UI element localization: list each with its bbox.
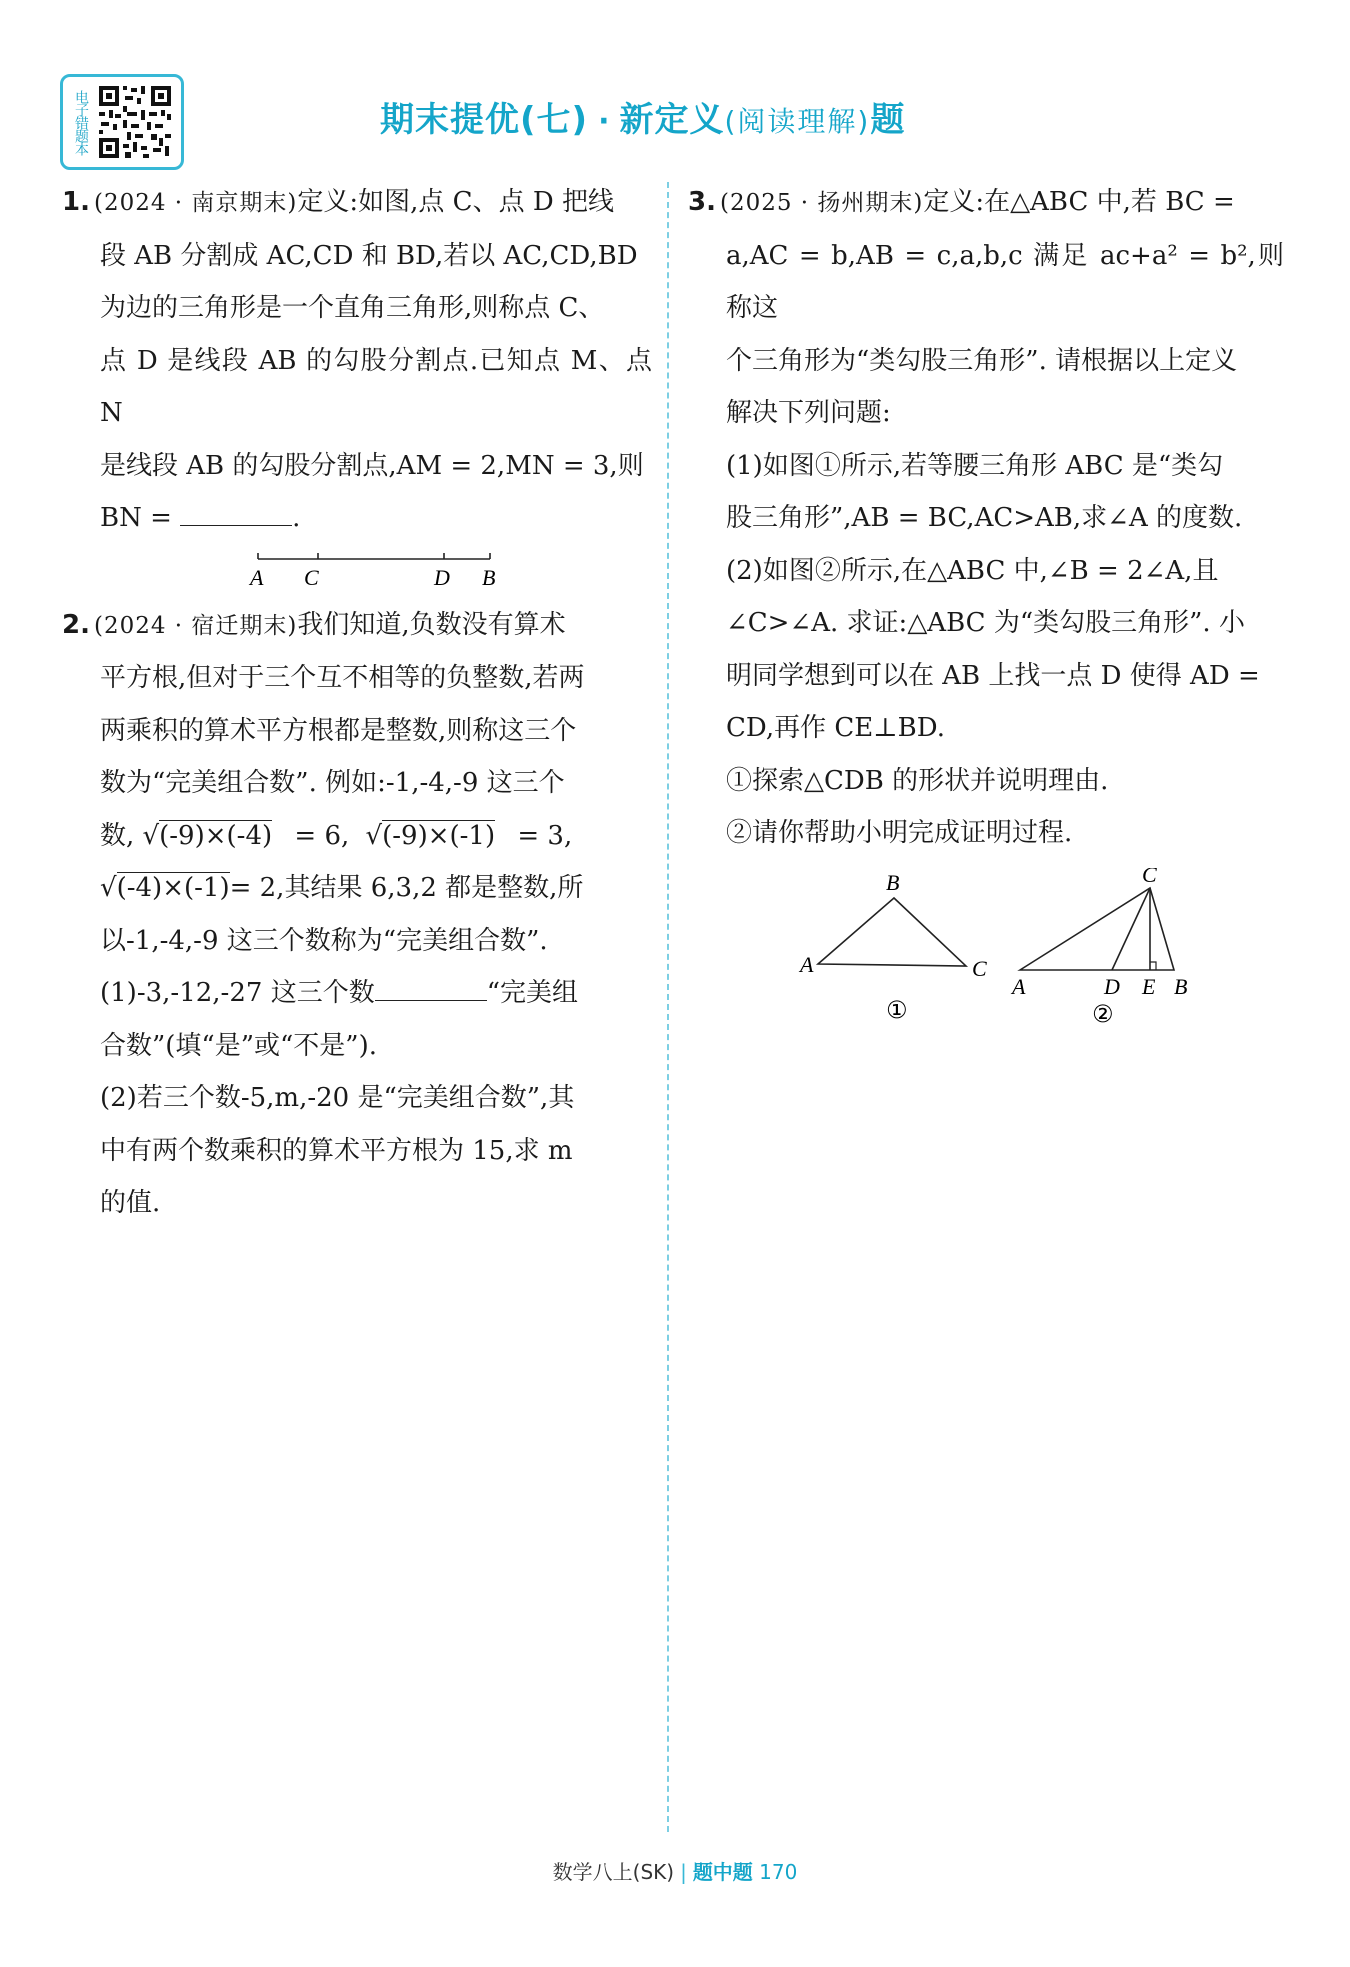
q1-label-a: A: [250, 564, 264, 590]
footer-separator: |: [680, 1860, 687, 1884]
left-column: [62, 176, 652, 1230]
q3-fig1-label-a: A: [800, 951, 814, 977]
q2-example-line-1: [62, 810, 652, 863]
footer-book: 数学八上(SK): [552, 1860, 675, 1884]
q3-fig2-label-c: C: [1142, 867, 1157, 887]
page-title: [380, 92, 905, 142]
qr-code-icon: [97, 84, 173, 160]
q1-label-b: B: [482, 564, 496, 590]
q1-line-1: [62, 176, 652, 230]
q2-part1-line-1: [62, 967, 652, 1020]
title-dot: ·: [598, 104, 610, 139]
footer-series: 题中题: [692, 1860, 753, 1884]
q1-segment-figure: [62, 545, 652, 593]
q2-source: (2024 · 宿迁期末): [93, 612, 298, 639]
q3-text-11: ②请你帮助小明完成证明过程.: [726, 818, 1073, 848]
q3-text-8: 明同学想到可以在 AB 上找一点 D 使得 AD =: [726, 660, 1260, 691]
right-column: [688, 176, 1284, 1048]
q3-fig2-label-a: A: [1012, 973, 1026, 999]
q2-ex-eq-1: = 6,: [294, 820, 350, 851]
q3-fig2-label-b: B: [1174, 973, 1188, 999]
q2-radicand-1: (-9)×(-4): [159, 820, 273, 851]
qr-code-box[interactable]: [60, 74, 184, 170]
q1-answer-suffix: .: [292, 503, 301, 533]
q3-fig1-caption: ①: [886, 995, 908, 1024]
q2-radical-1: √(-9)×(-4): [142, 820, 273, 851]
q3-text-5: 股三角形”,AB = BC,AC>AB,求∠A 的度数.: [726, 503, 1243, 533]
q1-label-d: D: [434, 564, 450, 590]
question-2: [62, 599, 652, 1230]
q2-text-1: 平方根,但对于三个互不相等的负整数,若两: [100, 663, 585, 693]
q3-text-10: ①探索△CDB 的形状并说明理由.: [726, 765, 1109, 796]
q3-figures: [688, 868, 1284, 1048]
question-1: [62, 176, 652, 593]
q2-part1-line-2: 合数”(填“是”或“不是”).: [100, 1030, 378, 1061]
q2-radicand-3: (-4)×(-1): [116, 873, 230, 903]
q2-ex-eq-3: = 2,其结果 6,3,2 都是整数,所: [229, 873, 584, 903]
q2-number: 2.: [62, 609, 90, 640]
q1-source: (2024 · 南京期末): [93, 190, 298, 216]
q3-text-3: 解决下列问题:: [726, 398, 891, 428]
q3-figure-1: [798, 870, 987, 1024]
q3-text-0: 定义:在△ABC 中,若 BC =: [923, 187, 1235, 217]
question-3: [688, 176, 1284, 1048]
q3-text-2: 个三角形为“类勾股三角形”. 请根据以上定义: [726, 345, 1238, 376]
q1-text-0: 定义:如图,点 C、点 D 把线: [297, 187, 614, 217]
q2-part2-line-1: (2)若三个数-5,m,-20 是“完美组合数”,其: [100, 1083, 575, 1113]
page-footer: [0, 1856, 1350, 1885]
title-sub-small: (阅读理解): [724, 105, 871, 138]
q1-text-1: 段 AB 分割成 AC,CD 和 BD,若以 AC,CD,BD: [100, 240, 638, 271]
title-main: 期末提优(七): [380, 100, 589, 140]
q2-part2-line-2: 中有两个数乘积的算术平方根为 15,求 m: [100, 1135, 573, 1166]
q2-radicand-2: (-9)×(-1): [382, 820, 496, 851]
q3-text-7: ∠C>∠A. 求证:△ABC 为“类勾股三角形”. 小: [726, 608, 1245, 638]
q1-text-2: 为边的三角形是一个直角三角形,则称点 C、: [100, 293, 605, 323]
q3-fig1-label-c: C: [972, 955, 987, 981]
column-divider: [667, 182, 669, 1832]
q2-text-3: 数为“完美组合数”. 例如:-1,-4,-9 这三个: [100, 768, 565, 798]
q3-text-9: CD,再作 CE⊥BD.: [726, 713, 945, 743]
q3-line-1: [688, 176, 1284, 230]
q1-text-3: 点 D 是线段 AB 的勾股分割点.已知点 M、点 N: [100, 345, 652, 428]
title-sub-main: 新定义: [619, 100, 725, 140]
q1-label-c: C: [304, 564, 319, 590]
title-end: 题: [870, 100, 906, 140]
q2-line-1: [62, 599, 652, 653]
q3-fig2-label-e: E: [1142, 973, 1156, 999]
q3-text-4: (1)如图①所示,若等腰三角形 ABC 是“类勾: [726, 450, 1224, 481]
q2-text-2: 两乘积的算术平方根都是整数,则称这三个: [100, 715, 577, 746]
q2-part2-line-3: 的值.: [100, 1188, 161, 1218]
q2-text-0: 我们知道,负数没有算术: [297, 609, 566, 640]
q3-text-6: (2)如图②所示,在△ABC 中,∠B = 2∠A,且: [726, 555, 1219, 586]
q1-number: 1.: [62, 187, 90, 217]
q2-ex-prefix: 数,: [100, 820, 135, 851]
title-sub: [619, 92, 905, 141]
q3-fig2-caption: ②: [1092, 999, 1114, 1028]
q2-ex-eq-2: = 3,: [517, 820, 573, 851]
q2-radical-2: √(-9)×(-1): [365, 820, 496, 851]
q2-part1-blank[interactable]: [375, 972, 487, 1001]
q3-source: (2025 · 扬州期末): [719, 190, 924, 216]
q3-fig2-label-d: D: [1104, 973, 1120, 999]
q1-answer-prefix: BN =: [100, 503, 172, 533]
q3-figure-2: [1010, 868, 1187, 1028]
q2-example-line-3: 以-1,-4,-9 这三个数称为“完美组合数”.: [100, 925, 548, 956]
q2-example-line-2: [62, 862, 652, 915]
q1-text-4: 是线段 AB 的勾股分割点,AM = 2,MN = 3,则: [100, 450, 644, 481]
q2-part1-prefix: (1)-3,-12,-27 这三个数: [100, 978, 375, 1008]
q1-answer-blank[interactable]: [180, 497, 292, 526]
q1-answer-line: [62, 492, 652, 545]
q2-radical-3: √(-4)×(-1): [100, 873, 230, 903]
footer-page-number: 170: [759, 1860, 798, 1884]
qr-label: 电子错题本: [73, 89, 89, 155]
q3-text-1: a,AC = b,AB = c,a,b,c 满足 ac+a² = b²,则称这: [726, 240, 1284, 323]
q3-number: 3.: [688, 187, 716, 217]
q2-part1-suffix: “完美组: [486, 978, 578, 1008]
q3-fig1-label-b: B: [886, 869, 900, 895]
